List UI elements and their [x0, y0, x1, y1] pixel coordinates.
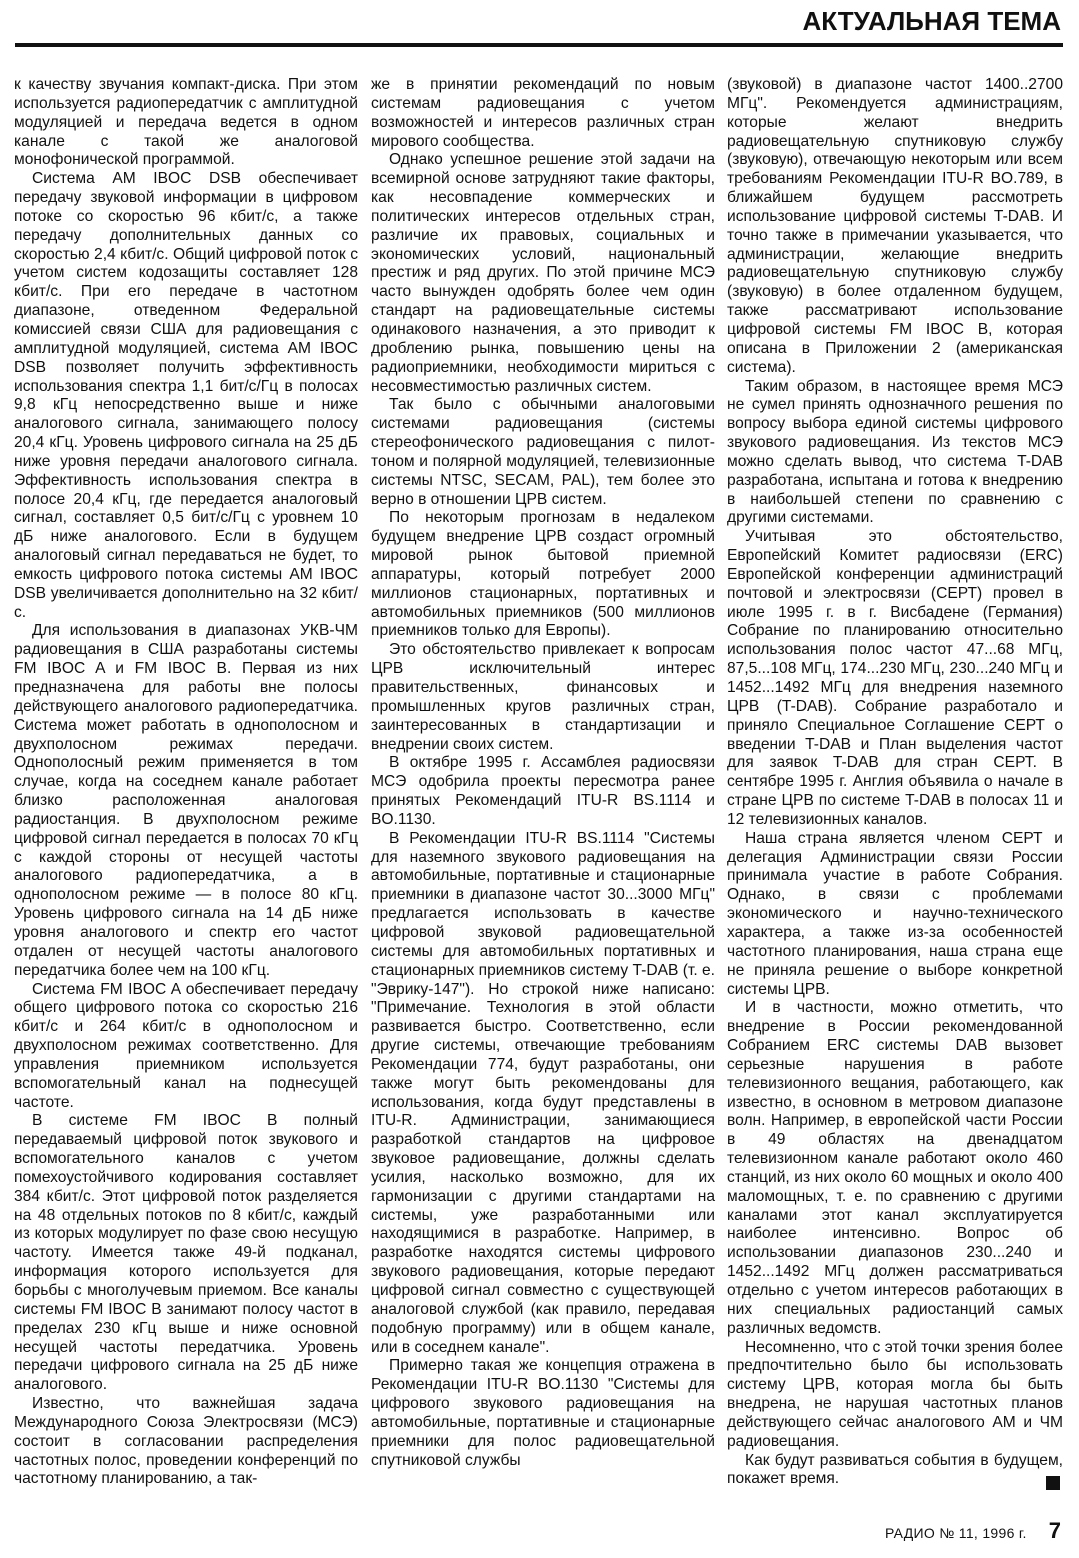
paragraph: Учитывая это обстоятельство, Европейский Комитет радиосвязи (ERC) Европейской конференции администраций почтовой и электросвязи (СЕРТ) провел в июле 1995 г. в г. Висбадене (Германия) Собрание по планированию относительно использования полос частот 47...68 МГц, 87,5...108 МГц, 174...230 МГц, 230...240 МГц и 1452...1492 МГц для внедрения наземного ЦРВ (T-DAB). Собрание разработало и приняло Специальное Соглашение СЕРТ о введении T-DAB и План выделения частот для заявок T-DAB для стран СЕРТ. В сентябре 1995 г. Англия объявила о начале в стране ЦРВ по системе T-DAB в полосах 11 и 12 телевизионных каналов. — [727, 528, 1063, 828]
paragraph: По некоторым прогнозам в недалеком будущем внедрение ЦРВ создаст огромный мировой рынок бытовой приемной аппаратуры, который потребует 2000 миллионов стационарных, портативных и автомобильных приемников (500 миллионов приемников только для Европы). — [371, 509, 715, 640]
paragraph: Как будут развиваться события в будущем, покажет время. — [727, 1451, 1063, 1488]
paragraph: В Рекомендации ITU-R BS.1114 "Системы для наземного звукового радиовещания на автомобильные, портативные и стационарные приемники в диапазоне частот 30...3000 МГц" предлагается использовать в качестве цифровой звуковой радиовещательной системы для автомобильных портативных и стационарных приемников систему T-DAB (т. е. "Эврику-147"). Но строкой ниже написано: "Примечание. Технология в этой области развивается быстро. Соответственно, если другие системы, отвечающие требованиям Рекомендации 774, будут разработаны, они также могут быть рекомендованы для использования, когда будут представлены в ITU-R. Администрации, занимающиеся разработкой стандартов на цифровое звуковое радиовещание, должны сделать усилия, насколько возможно, для их гармонизации с другими стандартами на системы, уже разработанными или находящимися в разработке. Например, в разработке находятся системы цифрового звукового радиовещания, которые передают цифровой сигнал совместно с существующей аналоговой службой (как правило, передавая подобную программу) или в общем канале, или в соседнем канале". — [371, 829, 715, 1356]
paragraph: И в частности, можно отметить, что внедрение в России рекомендованной Собранием ERC системы DAB вызовет серьезные нарушения в работе телевизионного вещания, работающего, как известно, в основном в метровом диапазоне волн. Например, в европейской части России в 49 областях на двенадцатом телевизионном канале работают около 460 станций, из них около 60 мощных и около 400 маломощных, т. е. по сравнению с другими каналами этот канал эксплуатируется наиболее интенсивно. Вопрос об использовании диапазонов 230...240 и 1452...1492 МГц должен рассматриваться отдельно с учетом интересов работающих в них специальных радиостанций самых различных ведомств. — [727, 999, 1063, 1337]
page-footer — [885, 1518, 1061, 1544]
paragraph: Это обстоятельство привлекает к вопросам ЦРВ исключительный интерес правительственных, финансовых и промышленных кругов различных стран, заинтересованных в стандартизации и внедрении своих систем. — [371, 641, 715, 753]
paragraph: Система FM IBOC A обеспечивает передачу общего цифрового потока со скоростью 216 кбит/с и 264 кбит/с в однополосном и двухполосном режимах соответственно. Для управления приемником используется вспомогательный канал на поднесущей частоте. — [14, 980, 358, 1111]
article-column-3 — [727, 76, 1063, 1489]
article-column-2 — [371, 76, 715, 1470]
paragraph: (звуковой) в диапазоне частот 1400..2700 МГц". Рекомендуется администрациям, которые желают внедрить радиовещательную спутниковую службу (звуковую), отвечающую некоторым или всем требованиям Рекомендации ITU-R BO.789, в ближайшем будущем рассмотреть использование цифровой системы T-DAB. И точно также в примечании указывается, что администрации, желающие внедрить радиовещательную спутниковую службу (звуковую) в более отдаленном будущем, также рассматривают использование цифровой системы FM IBOC B, которая описана в Приложении 2 (американская система). — [727, 76, 1063, 376]
page-number: 7 — [1048, 1518, 1061, 1543]
paragraph: Система AM IBOC DSB обеспечивает передачу звуковой информации в цифровом потоке со скоростью 96 кбит/с, а также передачу дополнительных данных со скоростью 2,4 кбит/с. Общий цифровой поток с учетом систем кодозащиты составляет 128 кбит/с. При его передаче в частотном диапазоне, отведенном Федеральной комиссией связи США для радиовещания с амплитудной модуляцией, система AM IBOC DSB позволяет получить эффективность использования спектра 1,1 бит/с/Гц в полосах 9,8 кГц непосредственно выше и ниже аналогового сигнала, занимающего полосу 20,4 кГц. Уровень цифрового сигнала на 25 дБ ниже уровня передачи аналогового сигнала. Эффективность использования спектра в полосе 20,4 кГц, где передается аналоговый сигнал, составляет 0,5 бит/с/Гц с уровнем 10 дБ ниже аналогового. Если в будущем аналоговый сигнал передаваться не будет, то емкость цифрового потока системы AM IBOC DSB увеличивается дополнительно на 32 кбит/с. — [14, 170, 358, 621]
paragraph: Для использования в диапазонах УКВ-ЧМ радиовещания в США разработаны системы FM IBOC A и FM IBOC B. Первая из них предназначена для работы вне полосы действующего аналогового радиопередатчика. Система может работать в однополосном и двухполосном режимах передачи. Однополосный режим применяется в том случае, когда на соседнем канале работает близко расположенная аналоговая радиостанция. В двухполосном режиме цифровой сигнал передается в полосах 70 кГц с каждой стороны от несущей частоты аналогового радиопередатчика, а в однополосном режиме — в полосе 80 кГц. Уровень цифрового сигнала на 14 дБ ниже уровня аналогового и спектр его частот отдален от несущей частоты аналогового передатчика более чем на 100 кГц. — [14, 622, 358, 979]
paragraph: Таким образом, в настоящее время МСЭ не сумел принять однозначного решения по вопросу выбора единой системы цифрового звукового радиовещания. Из текстов МСЭ можно сделать вывод, что система T-DAB разработана, испытана и готова к внедрению в наибольшей степени по сравнению с другими системами. — [727, 377, 1063, 527]
paragraph: В октябре 1995 г. Ассамблея радиосвязи МСЭ одобрила проекты пересмотра ранее принятых Рекомендаций ITU-R BS.1114 и BO.1130. — [371, 754, 715, 828]
paragraph: Известно, что важнейшая задача Международного Союза Электросвязи (МСЭ) состоит в согласовании распределения частотных полос, проведении конференций по частотному планированию, а так- — [14, 1395, 358, 1488]
paragraph: Несомненно, что с этой точки зрения более предпочтительно было бы использовать систему ЦРВ, которая могла бы быть внедрена, не нарушая частотных планов действующего сейчас аналогового АМ и ЧМ радиовещания. — [727, 1338, 1063, 1450]
paragraph: В системе FM IBOC B полный передаваемый цифровой поток звукового и вспомогательного каналов с учетом помехоустойчивого кодирования составляет 384 кбит/с. Этот цифровой поток разделяется на 48 отдельных потоков по 8 кбит/с, каждый из которых модулирует по фазе свою несущую частоту. Имеется также 49-й подканал, информация которого используется для борьбы с многолучевым приемом. Все каналы системы FM IBOC B занимают полосу частот в пределах 230 кГц выше и ниже основной несущей частоты передатчика. Уровень передачи цифрового сигнала на 25 дБ ниже аналогового. — [14, 1112, 358, 1394]
paragraph: к качеству звучания компакт-диска. При этом используется радиопередатчик с амплитудной модуляцией и передача ведется в одном канале с такой же аналоговой монофонической программой. — [14, 76, 358, 169]
section-title: АКТУАЛЬНАЯ ТЕМА — [802, 6, 1061, 36]
paragraph: же в принятии рекомендаций по новым системам радиовещания с учетом возможностей и интересов различных стран мирового сообщества. — [371, 76, 715, 150]
article-column-1 — [14, 76, 358, 1489]
issue-label: РАДИО № 11, 1996 г. — [884, 1525, 1027, 1541]
paragraph: Так было с обычными аналоговыми системами радиовещания (системы стереофонического радиовещания с пилот-тоном и полярной модуляцией, телевизионные системы NTSC, SECAM, PAL), тем более это верно в отношении ЦРВ систем. — [371, 396, 715, 508]
end-of-article-square-icon — [1046, 1476, 1060, 1490]
paragraph: Однако успешное решение этой задачи на всемирной основе затрудняют такие факторы, как несовпадение коммерческих и политических интересов отдельных стран, различие их правовых, социальных и экономических условий, национальный престиж и ряд других. По этой причине МСЭ часто вынужден одобрять более чем один стандарт на радиовещательные системы одинакового назначения, а это приводит к дроблению рынка, повышению цены на радиоприемники, необходимости мириться с несовместимостью различных систем. — [371, 151, 715, 395]
paragraph: Примерно такая же концепция отражена в Рекомендации ITU-R BO.1130 "Системы для цифрового звукового радиовещания на автомобильные, портативные и стационарные приемники для полос радиовещательной спутниковой службы — [371, 1357, 715, 1469]
paragraph: Наша страна является членом СЕРТ и делегация Администрации связи России принимала участие в работе Собрания. Однако, в связи с проблемами экономического и научно-технического характера, а также из-за особенностей частотного планирования, наша страна еще не приняла решение о выборе конкретной системы ЦРВ. — [727, 829, 1063, 998]
header-rule — [15, 43, 1063, 47]
